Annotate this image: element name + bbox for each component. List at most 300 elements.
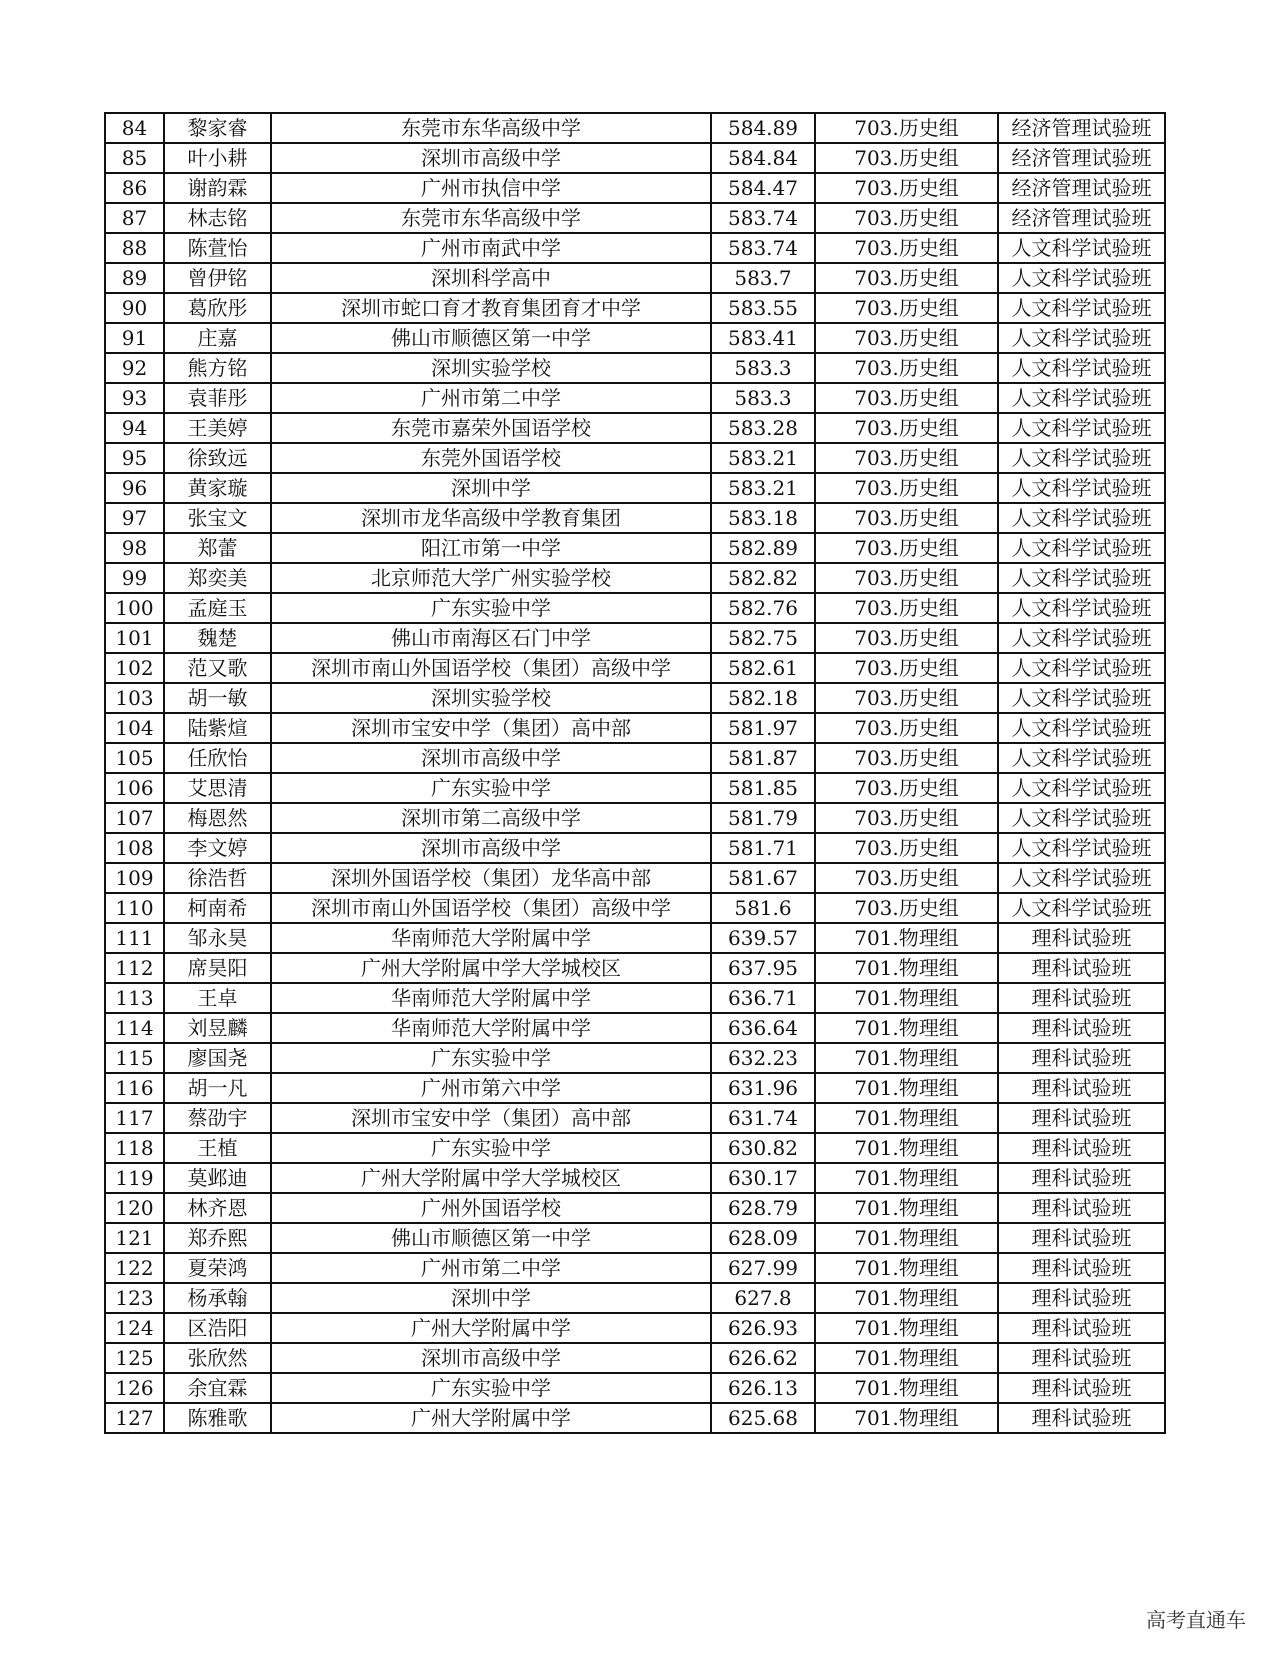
rank-cell: 92: [105, 353, 164, 383]
class-cell: 经济管理试验班: [998, 173, 1165, 203]
school-cell: 东莞市东华高级中学: [271, 203, 711, 233]
class-cell: 人文科学试验班: [998, 653, 1165, 683]
name-cell: 廖国尧: [164, 1043, 271, 1073]
group-cell: 701.物理组: [815, 1193, 998, 1223]
group-cell: 703.历史组: [815, 683, 998, 713]
name-cell: 熊方铭: [164, 353, 271, 383]
school-cell: 广州大学附属中学: [271, 1403, 711, 1433]
score-cell: 581.6: [711, 893, 815, 923]
school-cell: 深圳市高级中学: [271, 833, 711, 863]
table-row: [105, 1193, 1165, 1223]
class-cell: 理科试验班: [998, 1103, 1165, 1133]
score-cell: 626.13: [711, 1373, 815, 1403]
class-cell: 人文科学试验班: [998, 293, 1165, 323]
name-cell: 谢韵霖: [164, 173, 271, 203]
group-cell: 703.历史组: [815, 413, 998, 443]
rank-cell: 88: [105, 233, 164, 263]
score-cell: 584.89: [711, 113, 815, 143]
school-cell: 广州大学附属中学: [271, 1313, 711, 1343]
table-row: [105, 1253, 1165, 1283]
rank-cell: 103: [105, 683, 164, 713]
name-cell: 黄家璇: [164, 473, 271, 503]
school-cell: 深圳市南山外国语学校（集团）高级中学: [271, 893, 711, 923]
score-cell: 628.79: [711, 1193, 815, 1223]
class-cell: 人文科学试验班: [998, 773, 1165, 803]
table-row: [105, 803, 1165, 833]
table-row: [105, 1223, 1165, 1253]
name-cell: 袁菲彤: [164, 383, 271, 413]
name-cell: 夏荣鸿: [164, 1253, 271, 1283]
table-row: [105, 473, 1165, 503]
class-cell: 人文科学试验班: [998, 593, 1165, 623]
name-cell: 邹永昊: [164, 923, 271, 953]
school-cell: 北京师范大学广州实验学校: [271, 563, 711, 593]
name-cell: 郑奕美: [164, 563, 271, 593]
table-row: [105, 1043, 1165, 1073]
results-table-body: [105, 113, 1165, 1433]
class-cell: 人文科学试验班: [998, 743, 1165, 773]
class-cell: 人文科学试验班: [998, 353, 1165, 383]
school-cell: 广州大学附属中学大学城校区: [271, 953, 711, 983]
school-cell: 深圳市蛇口育才教育集团育才中学: [271, 293, 711, 323]
school-cell: 阳江市第一中学: [271, 533, 711, 563]
school-cell: 广东实验中学: [271, 1373, 711, 1403]
school-cell: 华南师范大学附属中学: [271, 923, 711, 953]
rank-cell: 95: [105, 443, 164, 473]
class-cell: 理科试验班: [998, 1253, 1165, 1283]
school-cell: 华南师范大学附属中学: [271, 1013, 711, 1043]
group-cell: 703.历史组: [815, 263, 998, 293]
score-cell: 626.93: [711, 1313, 815, 1343]
score-cell: 631.96: [711, 1073, 815, 1103]
group-cell: 703.历史组: [815, 383, 998, 413]
school-cell: 深圳实验学校: [271, 683, 711, 713]
rank-cell: 115: [105, 1043, 164, 1073]
school-cell: 佛山市顺德区第一中学: [271, 323, 711, 353]
score-cell: 637.95: [711, 953, 815, 983]
table-row: [105, 173, 1165, 203]
class-cell: 理科试验班: [998, 1163, 1165, 1193]
table-row: [105, 263, 1165, 293]
rank-cell: 87: [105, 203, 164, 233]
score-cell: 583.74: [711, 233, 815, 263]
class-cell: 人文科学试验班: [998, 413, 1165, 443]
table-row: [105, 143, 1165, 173]
score-cell: 582.75: [711, 623, 815, 653]
rank-cell: 117: [105, 1103, 164, 1133]
group-cell: 703.历史组: [815, 863, 998, 893]
group-cell: 703.历史组: [815, 893, 998, 923]
group-cell: 703.历史组: [815, 563, 998, 593]
class-cell: 人文科学试验班: [998, 893, 1165, 923]
class-cell: 人文科学试验班: [998, 383, 1165, 413]
group-cell: 703.历史组: [815, 203, 998, 233]
name-cell: 范又歌: [164, 653, 271, 683]
score-cell: 627.99: [711, 1253, 815, 1283]
name-cell: 柯南希: [164, 893, 271, 923]
name-cell: 郑蕾: [164, 533, 271, 563]
rank-cell: 114: [105, 1013, 164, 1043]
rank-cell: 121: [105, 1223, 164, 1253]
class-cell: 人文科学试验班: [998, 443, 1165, 473]
score-cell: 583.41: [711, 323, 815, 353]
class-cell: 理科试验班: [998, 1283, 1165, 1313]
school-cell: 广州外国语学校: [271, 1193, 711, 1223]
school-cell: 广州市第六中学: [271, 1073, 711, 1103]
rank-cell: 113: [105, 983, 164, 1013]
name-cell: 王卓: [164, 983, 271, 1013]
class-cell: 人文科学试验班: [998, 623, 1165, 653]
table-row: [105, 293, 1165, 323]
score-cell: 630.17: [711, 1163, 815, 1193]
class-cell: 人文科学试验班: [998, 473, 1165, 503]
group-cell: 701.物理组: [815, 1103, 998, 1133]
name-cell: 梅恩然: [164, 803, 271, 833]
group-cell: 701.物理组: [815, 1223, 998, 1253]
score-cell: 582.76: [711, 593, 815, 623]
group-cell: 703.历史组: [815, 293, 998, 323]
score-cell: 581.85: [711, 773, 815, 803]
name-cell: 林志铭: [164, 203, 271, 233]
score-cell: 582.89: [711, 533, 815, 563]
score-cell: 627.8: [711, 1283, 815, 1313]
name-cell: 刘昱麟: [164, 1013, 271, 1043]
school-cell: 广东实验中学: [271, 773, 711, 803]
name-cell: 莫邺迪: [164, 1163, 271, 1193]
school-cell: 深圳市南山外国语学校（集团）高级中学: [271, 653, 711, 683]
class-cell: 理科试验班: [998, 1133, 1165, 1163]
rank-cell: 91: [105, 323, 164, 353]
group-cell: 703.历史组: [815, 473, 998, 503]
group-cell: 701.物理组: [815, 1043, 998, 1073]
class-cell: 理科试验班: [998, 1193, 1165, 1223]
class-cell: 人文科学试验班: [998, 563, 1165, 593]
group-cell: 701.物理组: [815, 1073, 998, 1103]
class-cell: 理科试验班: [998, 983, 1165, 1013]
class-cell: 人文科学试验班: [998, 863, 1165, 893]
class-cell: 理科试验班: [998, 1343, 1165, 1373]
name-cell: 庄嘉: [164, 323, 271, 353]
table-row: [105, 413, 1165, 443]
class-cell: 理科试验班: [998, 923, 1165, 953]
school-cell: 深圳市第二高级中学: [271, 803, 711, 833]
rank-cell: 122: [105, 1253, 164, 1283]
score-cell: 636.71: [711, 983, 815, 1013]
rank-cell: 96: [105, 473, 164, 503]
group-cell: 701.物理组: [815, 1013, 998, 1043]
group-cell: 703.历史组: [815, 173, 998, 203]
school-cell: 广州市第二中学: [271, 383, 711, 413]
score-cell: 583.21: [711, 443, 815, 473]
score-cell: 625.68: [711, 1403, 815, 1433]
name-cell: 葛欣彤: [164, 293, 271, 323]
group-cell: 703.历史组: [815, 653, 998, 683]
table-row: [105, 833, 1165, 863]
table-row: [105, 1073, 1165, 1103]
class-cell: 人文科学试验班: [998, 503, 1165, 533]
table-row: [105, 563, 1165, 593]
rank-cell: 101: [105, 623, 164, 653]
name-cell: 蔡劭宇: [164, 1103, 271, 1133]
table-row: [105, 323, 1165, 353]
rank-cell: 126: [105, 1373, 164, 1403]
class-cell: 经济管理试验班: [998, 203, 1165, 233]
class-cell: 经济管理试验班: [998, 113, 1165, 143]
school-cell: 深圳外国语学校（集团）龙华高中部: [271, 863, 711, 893]
table-row: [105, 1163, 1165, 1193]
rank-cell: 102: [105, 653, 164, 683]
name-cell: 黎家睿: [164, 113, 271, 143]
group-cell: 701.物理组: [815, 1343, 998, 1373]
score-cell: 581.71: [711, 833, 815, 863]
school-cell: 华南师范大学附属中学: [271, 983, 711, 1013]
name-cell: 区浩阳: [164, 1313, 271, 1343]
rank-cell: 98: [105, 533, 164, 563]
group-cell: 701.物理组: [815, 983, 998, 1013]
score-cell: 583.28: [711, 413, 815, 443]
rank-cell: 116: [105, 1073, 164, 1103]
table-row: [105, 383, 1165, 413]
name-cell: 孟庭玉: [164, 593, 271, 623]
school-cell: 深圳中学: [271, 473, 711, 503]
rank-cell: 110: [105, 893, 164, 923]
score-cell: 639.57: [711, 923, 815, 953]
score-cell: 630.82: [711, 1133, 815, 1163]
school-cell: 东莞市嘉荣外国语学校: [271, 413, 711, 443]
score-cell: 583.18: [711, 503, 815, 533]
score-cell: 636.64: [711, 1013, 815, 1043]
name-cell: 张欣然: [164, 1343, 271, 1373]
rank-cell: 125: [105, 1343, 164, 1373]
rank-cell: 84: [105, 113, 164, 143]
group-cell: 703.历史组: [815, 833, 998, 863]
rank-cell: 90: [105, 293, 164, 323]
score-cell: 583.21: [711, 473, 815, 503]
table-row: [105, 353, 1165, 383]
results-table: [104, 112, 1166, 1434]
group-cell: 703.历史组: [815, 773, 998, 803]
class-cell: 人文科学试验班: [998, 833, 1165, 863]
name-cell: 李文婷: [164, 833, 271, 863]
class-cell: 理科试验班: [998, 1073, 1165, 1103]
name-cell: 郑乔熙: [164, 1223, 271, 1253]
name-cell: 叶小耕: [164, 143, 271, 173]
school-cell: 深圳科学高中: [271, 263, 711, 293]
score-cell: 583.7: [711, 263, 815, 293]
table-row: [105, 443, 1165, 473]
school-cell: 东莞外国语学校: [271, 443, 711, 473]
name-cell: 徐致远: [164, 443, 271, 473]
name-cell: 杨承翰: [164, 1283, 271, 1313]
class-cell: 理科试验班: [998, 1373, 1165, 1403]
table-row: [105, 773, 1165, 803]
score-cell: 582.61: [711, 653, 815, 683]
rank-cell: 118: [105, 1133, 164, 1163]
watermark-text: 高考直通车: [1146, 1608, 1246, 1632]
school-cell: 广东实验中学: [271, 593, 711, 623]
table-row: [105, 1313, 1165, 1343]
rank-cell: 123: [105, 1283, 164, 1313]
name-cell: 陆紫煊: [164, 713, 271, 743]
table-row: [105, 1013, 1165, 1043]
table-row: [105, 863, 1165, 893]
name-cell: 王植: [164, 1133, 271, 1163]
school-cell: 佛山市南海区石门中学: [271, 623, 711, 653]
group-cell: 703.历史组: [815, 623, 998, 653]
school-cell: 深圳市宝安中学（集团）高中部: [271, 1103, 711, 1133]
table-row: [105, 983, 1165, 1013]
class-cell: 理科试验班: [998, 1403, 1165, 1433]
table-row: [105, 923, 1165, 953]
score-cell: 582.18: [711, 683, 815, 713]
class-cell: 人文科学试验班: [998, 683, 1165, 713]
table-row: [105, 713, 1165, 743]
score-cell: 581.67: [711, 863, 815, 893]
name-cell: 陈雅歌: [164, 1403, 271, 1433]
table-row: [105, 653, 1165, 683]
group-cell: 703.历史组: [815, 113, 998, 143]
rank-cell: 99: [105, 563, 164, 593]
group-cell: 701.物理组: [815, 1133, 998, 1163]
class-cell: 人文科学试验班: [998, 713, 1165, 743]
school-cell: 深圳实验学校: [271, 353, 711, 383]
school-cell: 广东实验中学: [271, 1043, 711, 1073]
name-cell: 曾伊铭: [164, 263, 271, 293]
score-cell: 582.82: [711, 563, 815, 593]
score-cell: 583.3: [711, 383, 815, 413]
group-cell: 703.历史组: [815, 353, 998, 383]
score-cell: 581.87: [711, 743, 815, 773]
rank-cell: 127: [105, 1403, 164, 1433]
score-cell: 584.47: [711, 173, 815, 203]
rank-cell: 94: [105, 413, 164, 443]
rank-cell: 85: [105, 143, 164, 173]
group-cell: 703.历史组: [815, 443, 998, 473]
score-cell: 628.09: [711, 1223, 815, 1253]
school-cell: 深圳中学: [271, 1283, 711, 1313]
rank-cell: 112: [105, 953, 164, 983]
name-cell: 魏楚: [164, 623, 271, 653]
school-cell: 深圳市高级中学: [271, 743, 711, 773]
rank-cell: 100: [105, 593, 164, 623]
table-row: [105, 1403, 1165, 1433]
rank-cell: 104: [105, 713, 164, 743]
score-cell: 581.79: [711, 803, 815, 833]
name-cell: 任欣怡: [164, 743, 271, 773]
table-row: [105, 683, 1165, 713]
rank-cell: 89: [105, 263, 164, 293]
group-cell: 703.历史组: [815, 533, 998, 563]
school-cell: 广州市南武中学: [271, 233, 711, 263]
rank-cell: 120: [105, 1193, 164, 1223]
group-cell: 703.历史组: [815, 233, 998, 263]
name-cell: 王美婷: [164, 413, 271, 443]
table-row: [105, 503, 1165, 533]
school-cell: 深圳市高级中学: [271, 1343, 711, 1373]
class-cell: 人文科学试验班: [998, 233, 1165, 263]
table-row: [105, 743, 1165, 773]
group-cell: 701.物理组: [815, 1163, 998, 1193]
school-cell: 深圳市龙华高级中学教育集团: [271, 503, 711, 533]
group-cell: 701.物理组: [815, 1253, 998, 1283]
table-row: [105, 233, 1165, 263]
group-cell: 703.历史组: [815, 713, 998, 743]
rank-cell: 109: [105, 863, 164, 893]
table-row: [105, 533, 1165, 563]
group-cell: 701.物理组: [815, 923, 998, 953]
class-cell: 理科试验班: [998, 1013, 1165, 1043]
group-cell: 701.物理组: [815, 1403, 998, 1433]
school-cell: 广州市执信中学: [271, 173, 711, 203]
score-cell: 632.23: [711, 1043, 815, 1073]
score-cell: 631.74: [711, 1103, 815, 1133]
score-cell: 584.84: [711, 143, 815, 173]
name-cell: 艾思清: [164, 773, 271, 803]
name-cell: 张宝文: [164, 503, 271, 533]
table-row: [105, 893, 1165, 923]
rank-cell: 93: [105, 383, 164, 413]
school-cell: 深圳市宝安中学（集团）高中部: [271, 713, 711, 743]
class-cell: 理科试验班: [998, 953, 1165, 983]
class-cell: 经济管理试验班: [998, 143, 1165, 173]
rank-cell: 107: [105, 803, 164, 833]
table-row: [105, 593, 1165, 623]
score-cell: 583.3: [711, 353, 815, 383]
school-cell: 广州大学附属中学大学城校区: [271, 1163, 711, 1193]
name-cell: 徐浩哲: [164, 863, 271, 893]
group-cell: 701.物理组: [815, 1313, 998, 1343]
group-cell: 703.历史组: [815, 503, 998, 533]
rank-cell: 105: [105, 743, 164, 773]
table-row: [105, 1343, 1165, 1373]
score-cell: 583.74: [711, 203, 815, 233]
school-cell: 广州市第二中学: [271, 1253, 711, 1283]
school-cell: 东莞市东华高级中学: [271, 113, 711, 143]
name-cell: 余宜霖: [164, 1373, 271, 1403]
school-cell: 佛山市顺德区第一中学: [271, 1223, 711, 1253]
class-cell: 理科试验班: [998, 1313, 1165, 1343]
name-cell: 胡一凡: [164, 1073, 271, 1103]
group-cell: 703.历史组: [815, 143, 998, 173]
name-cell: 林齐恩: [164, 1193, 271, 1223]
table-row: [105, 953, 1165, 983]
score-cell: 626.62: [711, 1343, 815, 1373]
name-cell: 席昊阳: [164, 953, 271, 983]
table-row: [105, 1133, 1165, 1163]
class-cell: 人文科学试验班: [998, 263, 1165, 293]
rank-cell: 119: [105, 1163, 164, 1193]
class-cell: 理科试验班: [998, 1223, 1165, 1253]
class-cell: 理科试验班: [998, 1043, 1165, 1073]
school-cell: 广东实验中学: [271, 1133, 711, 1163]
table-row: [105, 623, 1165, 653]
group-cell: 701.物理组: [815, 1373, 998, 1403]
group-cell: 703.历史组: [815, 803, 998, 833]
table-row: [105, 1103, 1165, 1133]
class-cell: 人文科学试验班: [998, 323, 1165, 353]
score-cell: 583.55: [711, 293, 815, 323]
group-cell: 701.物理组: [815, 1283, 998, 1313]
table-row: [105, 113, 1165, 143]
rank-cell: 86: [105, 173, 164, 203]
table-row: [105, 1283, 1165, 1313]
school-cell: 深圳市高级中学: [271, 143, 711, 173]
class-cell: 人文科学试验班: [998, 803, 1165, 833]
group-cell: 703.历史组: [815, 743, 998, 773]
table-row: [105, 203, 1165, 233]
rank-cell: 106: [105, 773, 164, 803]
group-cell: 701.物理组: [815, 953, 998, 983]
